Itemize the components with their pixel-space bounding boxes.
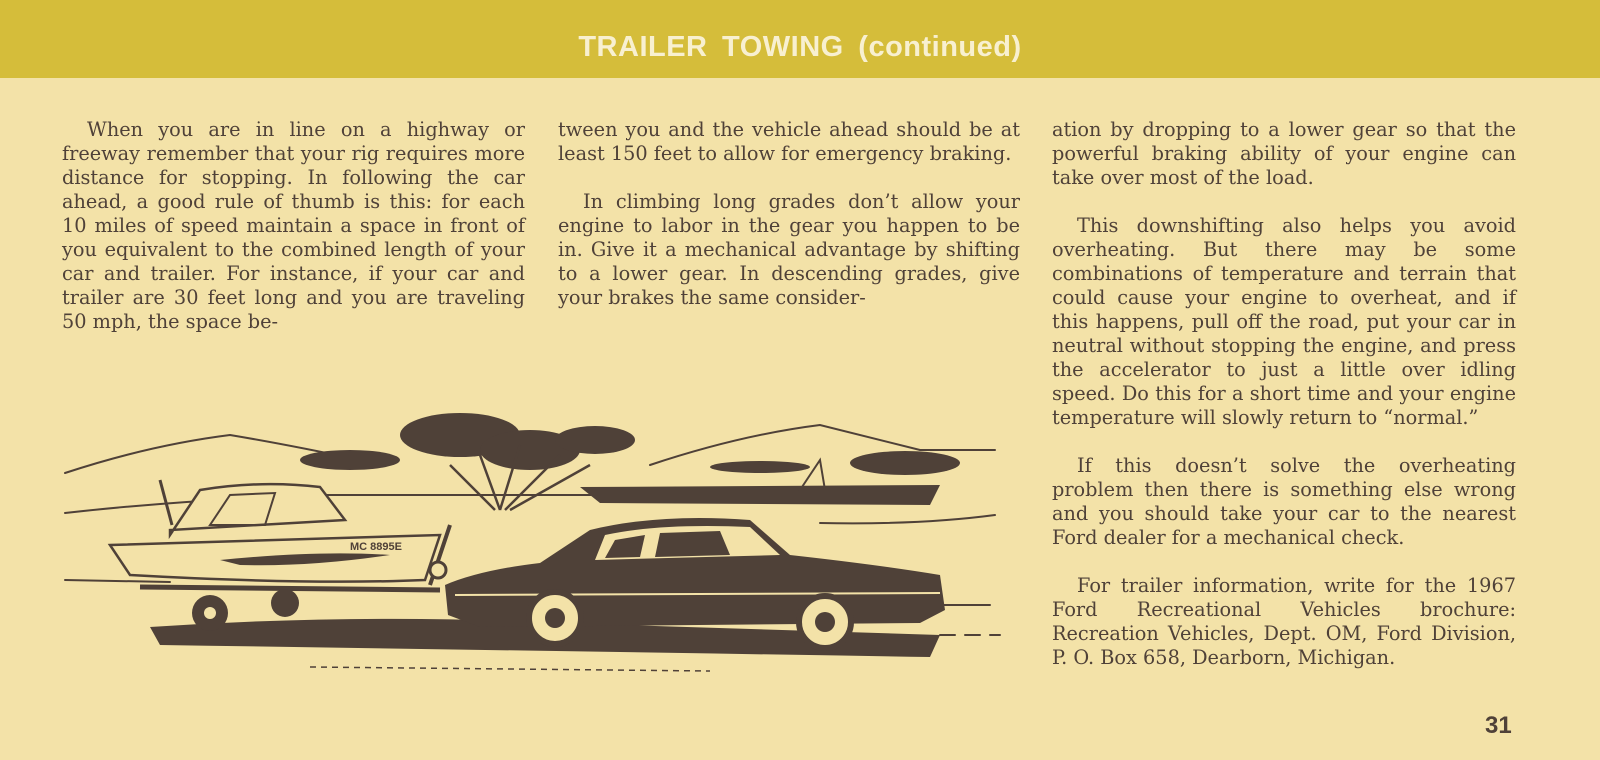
page-title: TRAILER TOWING (continued) [578, 30, 1022, 63]
paragraph: In climbing long grades don’t allow your engine to labor in the gear you happen to be in. Give it a mechanical advantage by shifting to a lower gear. In descending grades, give your brakes the same consider- [558, 190, 1020, 309]
svg-text:MC 8895E: MC 8895E [350, 541, 402, 553]
paragraph: For trailer information, write for the 1967 Ford Recreational Vehicles brochure: Recreation Vehicles, Dept. OM, Ford Division, P. O. Box 658, Dearborn, Michigan. [1052, 574, 1516, 669]
text-column-2 [558, 118, 1020, 334]
paragraph: This downshifting also helps you avoid overheating. But there may be some combinations of temperature and terrain that could cause your engine to overheat, and if this happens, pull off the road, put your car in neutral without stopping the engine, and press the accelerator to just a little over idling speed. Do this for a short time and your engine temperature will slowly return to “normal.” [1052, 214, 1516, 429]
page-number: 31 [1485, 712, 1512, 739]
text-column-1 [62, 118, 525, 358]
car-towing-boat-illustration [60, 395, 1020, 685]
paragraph: tween you and the vehicle ahead should be at least 150 feet to allow for emergency braking. [558, 118, 1020, 165]
tree-icon [300, 413, 960, 475]
paragraph: ation by dropping to a lower gear so that the powerful braking ability of your engine can take over most of the load. [1052, 118, 1516, 189]
text-column-3 [1052, 118, 1516, 694]
header-band [0, 0, 1600, 78]
paragraph: If this doesn’t solve the overheating problem then there is something else wrong and you should take your car to the nearest Ford dealer for a mechanical check. [1052, 454, 1516, 549]
paragraph: When you are in line on a highway or freeway remember that your rig requires more distance for stopping. In following the car ahead, a good rule of thumb is this: for each 10 miles of speed maintain a space in front of you equivalent to the combined length of your car and trailer. For instance, if your car and trailer are 30 feet long and you are traveling 50 mph, the space be- [62, 118, 525, 333]
